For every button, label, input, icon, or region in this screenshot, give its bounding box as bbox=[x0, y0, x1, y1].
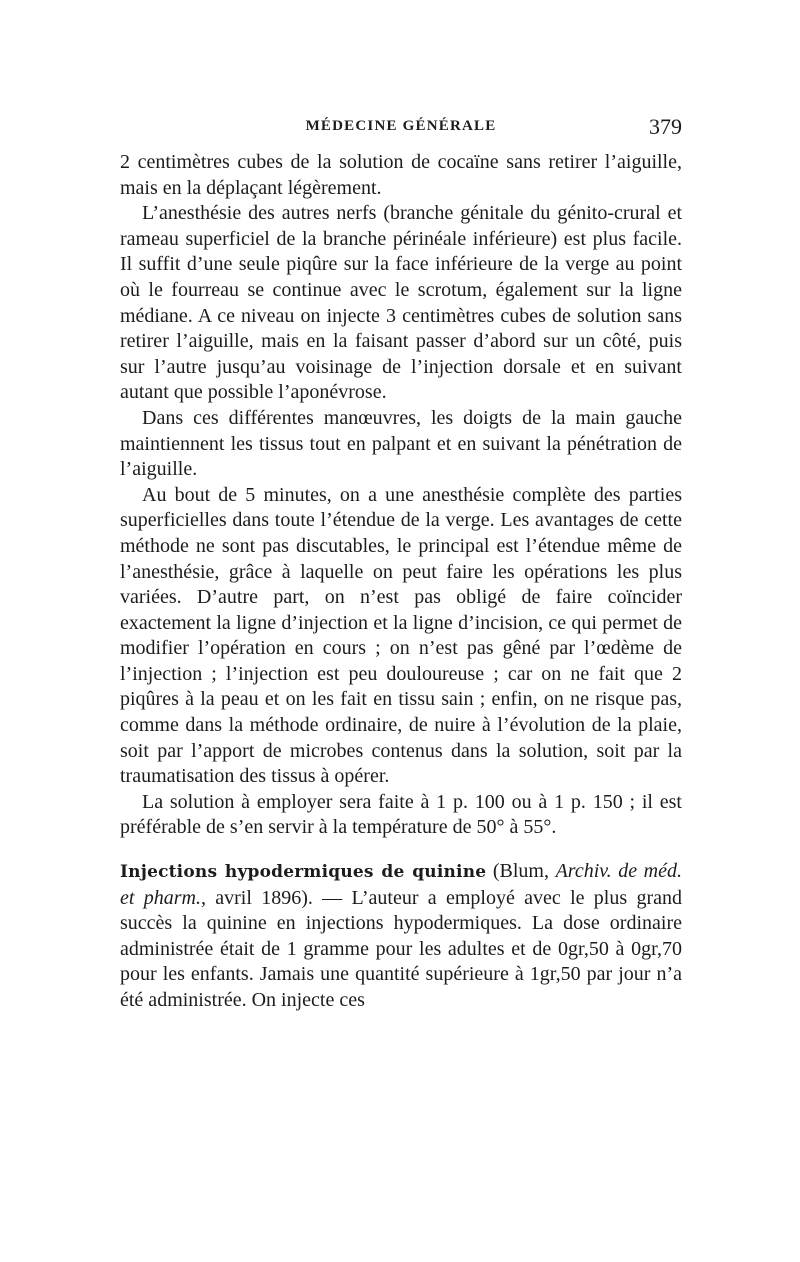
paragraph-solution: La solution à employer sera faite à 1 p. 100 ou à 1 p. 150 ; il est préférable de s’en servir à la température de 50° à 55°. bbox=[120, 790, 682, 839]
running-head bbox=[120, 114, 682, 144]
section-body: , avril 1896). — L’auteur a employé avec le plus grand succès la quinine en injections hypodermiques. La dose ordinaire administrée était de 1 gramme pour les adultes et de 0gr,50 à 0gr,70 pour les enfants. Jamais une quantité supérieure à 1gr,50 par jour n’a été administrée. On injecte ces bbox=[120, 886, 682, 1011]
body-text bbox=[120, 150, 682, 1014]
page-number: 379 bbox=[649, 114, 682, 139]
running-title: MÉDECINE GÉNÉRALE bbox=[305, 118, 497, 134]
paragraph-anesthesia-other-nerves: L’anesthésie des autres nerfs (branche génitale du génito-crural et rameau superficiel de la branche périnéale inférieure) est plus facile. Il suffit d’une seule piqûre sur la face inférieure de la verge au point où le fourreau se continue avec le scrotum, également sur la ligne médiane. A ce niveau on injecte 3 centimètres cubes de solution sans retirer l’aiguille, mais en la faisant passer d’abord sur un côté, puis sur l’autre jusqu’au voisinage de l’injection dorsale et en suivant autant que possible l’aponévrose. bbox=[120, 202, 682, 404]
journal-title: Archiv. de méd. et pharm. bbox=[120, 860, 682, 909]
paragraph-maneuvers: Dans ces différentes manœuvres, les doigts de la main gauche maintiennent les tissus tout en palpant et en suivant la pénétration de l’aiguille. bbox=[120, 406, 682, 481]
section-heading: Injections hypodermiques de quinine bbox=[120, 862, 487, 883]
paragraph-advantages: Au bout de 5 minutes, on a une anesthésie complète des parties superficielles dans toute l’étendue de la verge. Les avantages de cette méthode ne sont pas discutables, le principal est l’étendue même de l’anesthésie, grâce à laquelle on peut faire les opérations les plus variées. D’autre part, on n’est pas obligé de faire coïncider exactement la ligne d’injection et la ligne d’incision, ce qui permet de modifier l’opération en cours ; on n’est pas gêné par l’œdème de l’injection ; l’injection est peu douloureuse ; car on ne fait que 2 piqûres à la peau et on les fait en tissu sain ; enfin, on ne risque pas, comme dans la méthode ordinaire, de nuire à l’évolution de la plaie, soit par l’apport de microbes contenus dans la solution, soit par la traumatisation des tissus à opérer. bbox=[120, 483, 682, 788]
section-citation-open: (Blum, bbox=[486, 860, 556, 883]
paragraph-continuation: 2 centimètres cubes de la solution de cocaïne sans retirer l’aiguille, mais en la déplaçant légèrement. bbox=[120, 151, 682, 199]
section-quinine-injections bbox=[120, 859, 682, 1014]
